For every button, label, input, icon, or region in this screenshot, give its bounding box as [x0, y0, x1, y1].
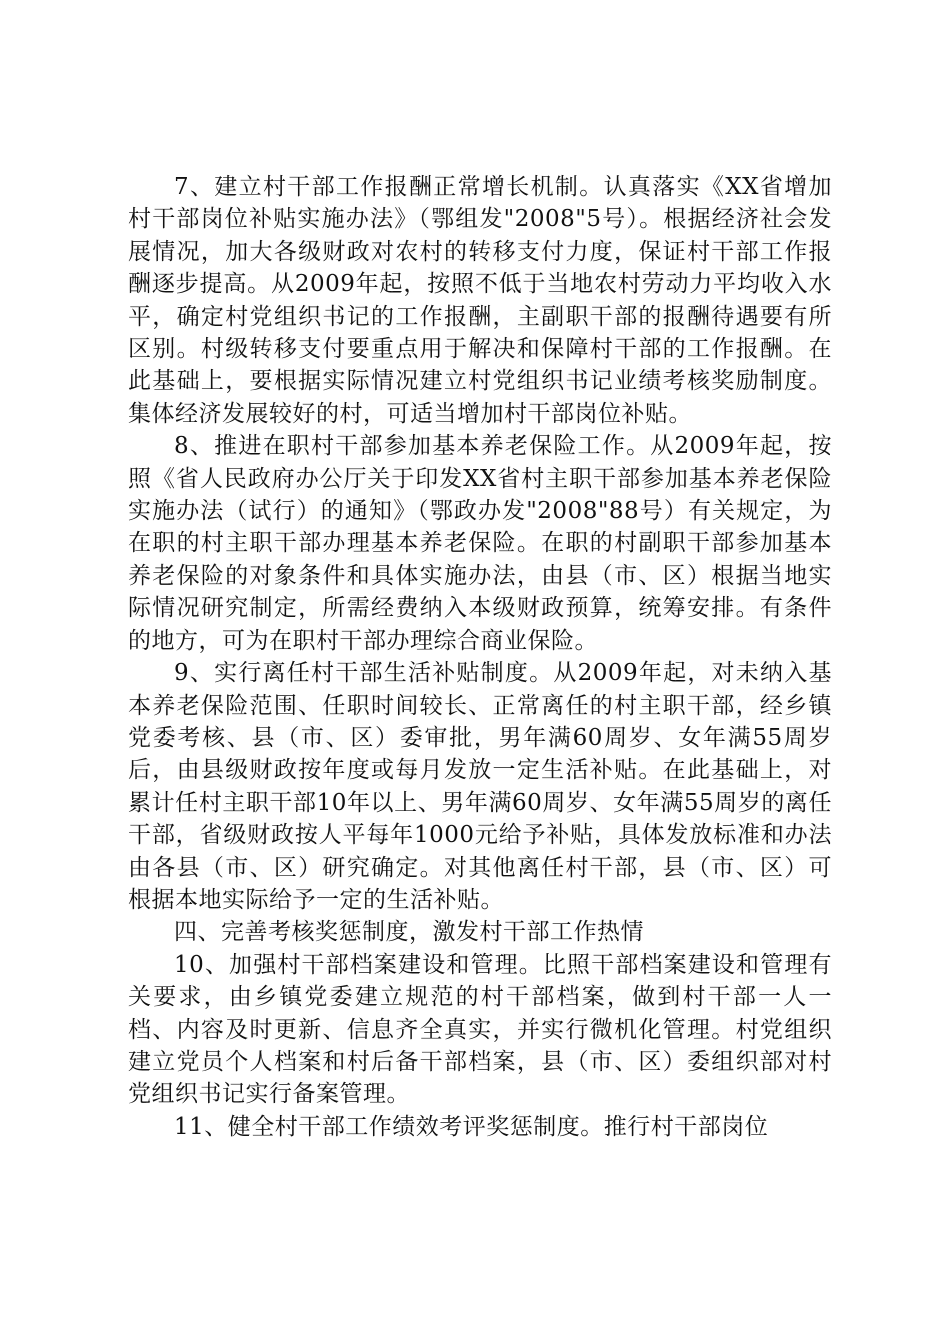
paragraph-9-retirement-subsidy: 9、实行离任村干部生活补贴制度。从2009年起，对未纳入基本养老保险范围、任职时间较长、正常离任的村主职干部，经乡镇党委考核、县（市、区）委审批，男年满60周岁、女年满55周岁后，由县级财政按年度或每月发放一定生活补贴。在此基础上，对累计任村主职干部10年以上、男年满60周岁、女年满55周岁的离任干部，省级财政按人平每年1000元给予补贴，具体发放标准和办法由各县（市、区）研究确定。对其他离任村干部，县（市、区）可根据本地实际给予一定的生活补贴。 [128, 660, 832, 913]
paragraph-11-evaluation: 11、健全村干部工作绩效考评奖惩制度。推行村干部岗位 [174, 1113, 769, 1140]
paragraph-8-pension-insurance: 8、推进在职村干部参加基本养老保险工作。从2009年起，按照《省人民政府办公厅关于印发XX省村主职干部参加基本养老保险实施办法（试行）的通知》（鄂政办发"2008"88号）有关规定，为在职的村主职干部办理基本养老保险。在职的村副职干部参加基本养老保险的对象条件和具体实施办法，由县（市、区）根据当地实际情况研究制定，所需经费纳入本级财政预算，统筹安排。有条件的地方，可为在职村干部办理综合商业保险。 [128, 433, 832, 654]
section-heading-4: 四、完善考核奖惩制度，激发村干部工作热情 [174, 919, 644, 946]
document-body [128, 171, 832, 1143]
paragraph-7-salary-mechanism: 7、建立村干部工作报酬正常增长机制。认真落实《XX省增加村干部岗位补贴实施办法》（鄂组发"2008"5号）。根据经济社会发展情况，加大各级财政对农村的转移支付力度，保证村干部工作报酬逐步提高。从2009年起，按照不低于当地农村劳动力平均收入水平，确定村党组织书记的工作报酬，主副职干部的报酬待遇要有所区别。村级转移支付要重点用于解决和保障村干部的工作报酬。在此基础上，要根据实际情况建立村党组织书记业绩考核奖励制度。集体经济发展较好的村，可适当增加村干部岗位补贴。 [128, 174, 832, 427]
paragraph-10-archives: 10、加强村干部档案建设和管理。比照干部档案建设和管理有关要求，由乡镇党委建立规范的村干部档案，做到村干部一人一档、内容及时更新、信息齐全真实，并实行微机化管理。村党组织建立党员个人档案和村后备干部档案，县（市、区）委组织部对村党组织书记实行备案管理。 [128, 951, 832, 1108]
